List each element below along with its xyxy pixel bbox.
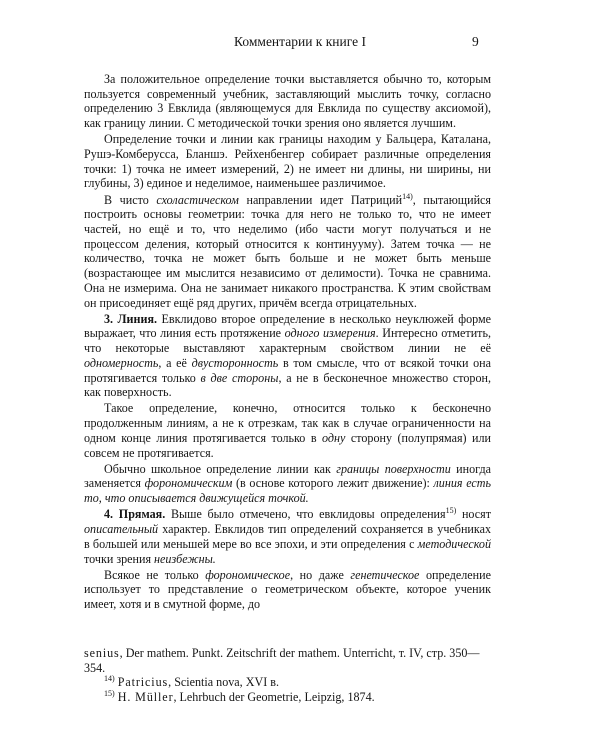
- footnote-mark: 15): [104, 689, 115, 699]
- text-run: Такое определение, конечно, относится только к бесконечно продолженным линиям, а не к отрезкам, так как в случае ограниченности на одном конце линия протягивается только в: [84, 401, 491, 445]
- emphasis: неизбежны.: [154, 551, 216, 566]
- paragraph-point-definition: [84, 72, 491, 131]
- emphasis: описательный: [84, 522, 159, 537]
- paragraph-line: [84, 312, 491, 400]
- footnote-ref-15: 15): [445, 506, 457, 516]
- footnote-14: [84, 675, 491, 690]
- section-heading-straight: 4. Прямая.: [104, 507, 166, 522]
- text-run: В чисто: [104, 192, 157, 207]
- emphasis: в две стороны: [200, 370, 279, 385]
- text-run: определение использует то представление о геометрическом объекте, которое ученик имеет, хотя и в смутной форме, до: [84, 567, 491, 612]
- text-run: , пытающийся построить основы геометрии: точка для него не только то, что не имеет частей, но ещё и то, что неделимо (ибо части могут получаться и не процессом деления, который относится к континууму). Затем точка — не количество, точка не может быть больше и не может быть меньше (возрастающее им мыслится независимо от делимости). Точка не сравнима. Она не измерима. Она не занимает никакого пространства. К этим свойствам он присоединяет ещё ряд других, причём всегда отрицательных.: [84, 192, 491, 310]
- emphasis-scholastic: схоластическом: [156, 192, 239, 207]
- text-run: точки зрения: [84, 551, 155, 566]
- paragraph-text: Определение точки и линии как границы находим у Бальцера, Каталана, Рушэ-Комберусса, Бланшэ. Рейхенбенгер собирает различные определения точки: 1) точка не имеет измерений, 2) не имеет ни длины, ни ширины, ни глубины, 3) единое и неделимое, наименьшее различимое.: [84, 132, 491, 191]
- text-run: Выше было отмечено, что евклидовы определения: [165, 507, 446, 522]
- paragraph-text: За положительное определение точки выставляется обычно то, которым пользуется современный учебник, заставляющий мыслить точку, согласно определению 3 Евклида (являющемуся для Евклида по существу аксиомой), как границу линии. С методической точки зрения оно является лучшим.: [84, 72, 491, 131]
- text-run: Обычно школьное определение линии как: [104, 461, 337, 476]
- text-run: характер. Евклидов тип определений сохраняется в учебниках в большей или меньшей мере во все эпохи, и эти определения с: [84, 522, 491, 551]
- text-run: сторону (полупрямая) или совсем не протягивается.: [84, 430, 492, 460]
- page-number: 9: [472, 34, 479, 49]
- text-run: направлении идет Патриций: [238, 192, 403, 207]
- emphasis: одного измерения: [284, 326, 376, 341]
- paragraph-school-definition: [84, 462, 491, 506]
- paragraph-patricius: [84, 193, 491, 311]
- section-heading-line: 3. Линия.: [104, 311, 158, 326]
- text-run: . Интересно отметить, что некоторые выставляют характерным свойством линии не её: [84, 326, 491, 356]
- emphasis: одномерность: [84, 355, 159, 370]
- paragraph-straight-line: [84, 507, 491, 566]
- running-title: Комментарии к книге I: [234, 34, 366, 49]
- footnote-continuation: [84, 646, 491, 675]
- text-run: Евклидово второе определение в несколько неуклюжей форме выражает, что линия есть протяжение: [84, 311, 492, 341]
- emphasis: двусторонность: [191, 355, 279, 370]
- text-run: , но даже: [290, 567, 351, 582]
- text-run: , а её: [158, 355, 192, 370]
- text-run: , а не в бесконечное множество сторон, как поверхность.: [84, 370, 491, 400]
- emphasis: форономическое: [205, 567, 291, 582]
- paragraph-infinite-lines: [84, 401, 491, 460]
- footnote-15: [84, 690, 491, 705]
- emphasis: методической: [417, 536, 491, 551]
- text-run: Всякое не только: [104, 567, 206, 582]
- paragraph-point-and-line: [84, 132, 491, 191]
- emphasis: генетическое: [350, 567, 420, 582]
- text-run: носят: [456, 507, 491, 522]
- footnote-mark: 14): [104, 674, 115, 684]
- footnote-text: , Der mathem. Punkt. Zeitschrift der mathem. Unterricht, т. IV, стр. 350—354.: [84, 646, 480, 675]
- footnote-text: , Lehrbuch der Geometrie, Leipzig, 1874.: [173, 690, 375, 705]
- footnote-author: H. Müller: [117, 690, 174, 705]
- footnote-author: senius: [84, 646, 120, 660]
- emphasis: границы поверхности: [336, 461, 451, 476]
- main-text: [84, 72, 491, 613]
- text-run: (в основе которого лежит движение):: [232, 476, 434, 491]
- paragraph-phoronomic: [84, 568, 491, 612]
- emphasis: одну: [322, 430, 346, 445]
- footnote-text: , Scientia nova, XVI в.: [168, 675, 279, 690]
- text-run: иногда заменяется: [84, 461, 491, 491]
- footnotes: [84, 646, 491, 705]
- footnote-ref-14: 14): [402, 191, 413, 201]
- emphasis: форономическим: [144, 476, 233, 491]
- emphasis: линия есть то, что описывается движущейся точкой.: [84, 476, 492, 506]
- text-run: в том смысле, что от всякой точки она протягивается только: [84, 355, 492, 385]
- running-header: [0, 34, 600, 54]
- footnote-author: Patricius: [117, 675, 169, 690]
